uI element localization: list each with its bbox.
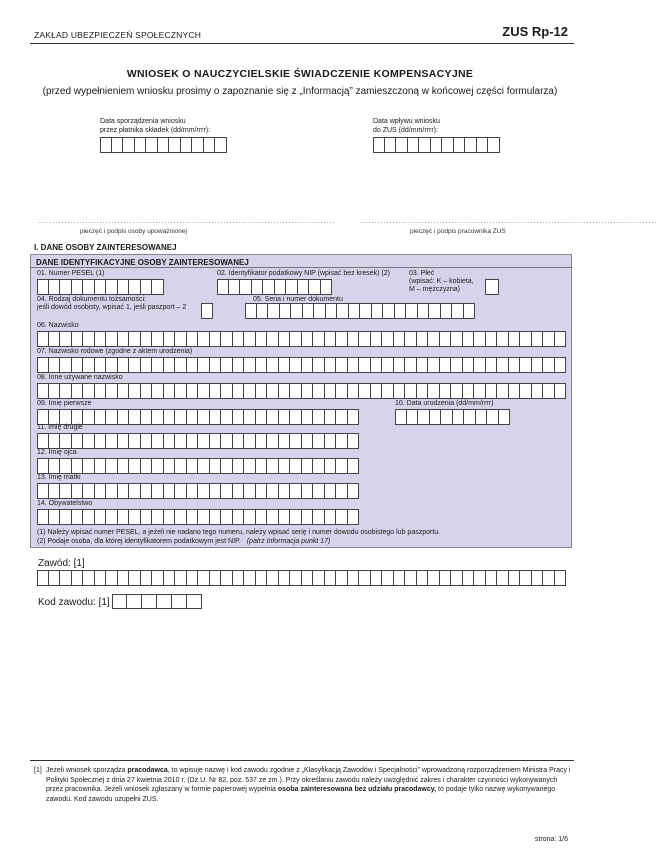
first-name-label: 09. Imię pierwsze: [37, 400, 92, 407]
panel-title-divider: [30, 267, 572, 268]
surname-label: 06. Nazwisko: [37, 322, 79, 329]
gender-label: 03. Płeć (wpisać: K – kobieta, M – mężczyzna): [409, 270, 474, 293]
occupation-label: Zawód: [1]: [38, 558, 85, 569]
footnote-bold-1: pracodawca: [127, 767, 168, 774]
other-surname-label: 08. Inne używane nazwisko: [37, 374, 123, 381]
id-document-type-label: 04. Rodzaj dokumentu tożsamości: jeśli dowód osobisty, wpisać 1, jeśli paszport – 2: [37, 296, 187, 311]
note-1: (1) Należy wpisać numer PESEL, a jeżeli nie nadano tego numeru, należy wpisać serię i numer dowodu osobistego lub paszportu.: [37, 529, 441, 536]
form-code: ZUS Rp-12: [502, 24, 568, 39]
citizenship-field[interactable]: [37, 509, 359, 525]
document-number-field[interactable]: [245, 303, 475, 319]
signature-line-right: .....................................................................................................: [360, 218, 657, 225]
second-name-label: 11. Imię drugie: [37, 424, 83, 431]
date-received-label: Data wpływu wniosku do ZUS (dd/mm/rrrr):: [373, 118, 440, 134]
family-name-label: 07. Nazwisko rodowe (zgodne z aktem urodzenia): [37, 348, 193, 355]
footnote: [34, 766, 574, 804]
nip-field[interactable]: [217, 279, 332, 295]
citizenship-label: 14. Obywatelstwo: [37, 500, 93, 507]
footnote-part-1: Jeżeli wniosek sporządza: [46, 767, 128, 774]
mother-name-field[interactable]: [37, 483, 359, 499]
signature-line-left: .....................................................................................................: [38, 218, 336, 225]
pesel-label: 01. Numer PESEL (1): [37, 270, 105, 277]
occupation-code-field[interactable]: [112, 594, 202, 609]
footnote-text: [46, 766, 574, 804]
father-name-label: 12. Imię ojca: [37, 449, 77, 456]
date-prepared-label: Data sporządzenia wniosku przez płatnika składek (dd/mm/rrrr):: [100, 118, 211, 134]
section-title: I. DANE OSOBY ZAINTERESOWANEJ: [34, 243, 177, 252]
footnote-part-2: , to wpisuje nazwę i kod zawodu zgodnie z „Klasyfikacją Zawodów i Specjalności” wprowadzoną rozporządzeniem Ministra Pracy i Polityki Społecznej z dnia 27 kwietnia 2010 r. (Dz.U. Nr 82, poz. 537 ze zm.). Przy określaniu zawodu należy uwzględnić zakres i charakter czynności wykonywanych przez pracownika. Jeżeli wniosek zgłaszany w formie papierowej wypełnia: [46, 767, 571, 793]
footnote-divider: [30, 760, 574, 761]
birth-date-field[interactable]: [395, 409, 510, 425]
footnote-part-3: to podaje tylko nazwę wykonywanego zawodu. Kod zawodu uzupełni ZUS.: [46, 786, 556, 803]
date-prepared-field[interactable]: [100, 137, 227, 153]
birth-date-label: 10. Data urodzenia (dd/mm/rrrr): [395, 400, 494, 407]
form-subtitle: (przed wypełnieniem wniosku prosimy o zapoznanie się z „Informacją” zamieszczoną w końcowej części formularza): [42, 86, 558, 97]
signature-label-right: pieczęć i podpis pracownika ZUS: [410, 228, 506, 235]
note-2-ref: (patrz Informacja punkt 17): [246, 538, 331, 545]
first-name-field[interactable]: [37, 409, 359, 425]
family-name-field[interactable]: [37, 357, 566, 373]
form-title: WNIOSEK O NAUCZYCIELSKIE ŚWIADCZENIE KOMPENSACYJNE: [126, 68, 474, 80]
nip-label: 02. Identyfikator podatkowy NIP (wpisać bez kresek) (2): [217, 270, 391, 277]
document-number-label: 05. Seria i numer dokumentu: [253, 296, 343, 303]
pesel-field[interactable]: [37, 279, 164, 295]
institution-name: ZAKŁAD UBEZPIECZEŃ SPOŁECZNYCH: [34, 30, 202, 40]
panel-title: DANE IDENTYFIKACYJNE OSOBY ZAINTERESOWANEJ: [36, 258, 249, 267]
note-2: [37, 537, 330, 546]
second-name-field[interactable]: [37, 433, 359, 449]
header-divider: [30, 43, 574, 44]
footnote-mark: [1]: [34, 767, 42, 774]
mother-name-label: 13. Imię matki: [37, 474, 81, 481]
occupation-field[interactable]: [37, 570, 566, 586]
date-received-field[interactable]: [373, 137, 500, 153]
occupation-code-label: Kod zawodu: [1]: [38, 597, 110, 608]
gender-field[interactable]: [485, 279, 499, 295]
father-name-field[interactable]: [37, 458, 359, 474]
id-document-type-field[interactable]: [201, 303, 213, 319]
footnote-bold-2: osoba zainteresowana bez udziału pracodawcy,: [277, 786, 437, 793]
other-surname-field[interactable]: [37, 383, 566, 399]
page-number: strona: 1/6: [534, 836, 568, 843]
note-2-text: (2) Podaje osoba, dla której identyfikatorem podatkowym jest NIP.: [37, 538, 241, 545]
signature-label-left: pieczęć i podpis osoby upoważnionej: [80, 228, 187, 235]
surname-field[interactable]: [37, 331, 566, 347]
